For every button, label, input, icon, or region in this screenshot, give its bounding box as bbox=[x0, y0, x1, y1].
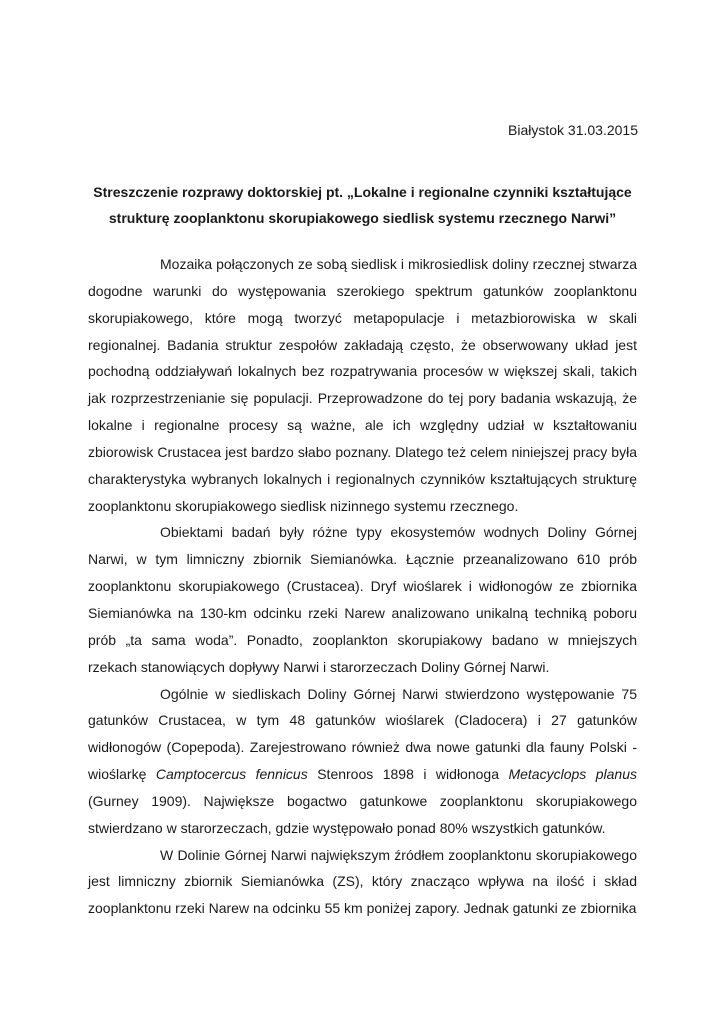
paragraph-3-part-2: Stenroos 1898 i widłonoga bbox=[307, 766, 509, 783]
paragraph-3-part-3: (Gurney 1909). Największe bogactwo gatunkowe zooplanktonu skorupiakowego stwierdzano w starorzeczach, gdzie występowało ponad 80% wszystkich gatunków. bbox=[88, 792, 637, 836]
paragraph-3-part-1: Ogólnie w siedliskach Doliny Górnej Narwi stwierdzono występowanie 75 gatunków Crustacea, w tym 48 gatunków wioślarek (Cladocera) i 27 gatunków widłonogów (Copepoda). Zarejestrowano również dwa nowe gatunki dla fauny Polski - wioślarkę bbox=[88, 685, 637, 783]
species-name-camptocercus: Camptocercus fennicus bbox=[155, 766, 308, 783]
document-body bbox=[88, 251, 637, 922]
paragraph-2: Obiektami badań były różne typy ekosystemów wodnych Doliny Górnej Narwi, w tym limniczny zbiornik Siemianówka. Łącznie przeanalizowano 610 prób zooplanktonu skorupiakowego (Crustacea). Dryf wioślarek i widłonogów ze zbiornika Siemianówka na 130-km odcinku rzeki Narew analizowano unikalną techniką poboru prób „ta sama woda”. Ponadto, zooplankton skorupiakowy badano w mniejszych rzekach stanowiących dopływy Narwi i starorzeczach Doliny Górnej Narwi. bbox=[88, 524, 637, 675]
paragraph-1: Mozaika połączonych ze sobą siedlisk i mikrosiedlisk doliny rzecznej stwarza dogodne warunki do występowania szerokiego spektrum gatunków zooplanktonu skorupiakowego, które mogą tworzyć metapopulacje i metazbiorowiska w skali regionalnej. Badania struktur zespołów zakładają często, że obserwowany układ jest pochodną oddziaływań lokalnych bez rozpatrywania procesów w większej skali, takich jak rozprzestrzenianie się populacji. Przeprowadzone do tej pory badania wskazują, że lokalne i regionalne procesy są ważne, ale ich względny udział w kształtowaniu zbiorowisk Crustacea jest bardzo słabo poznany. Dlatego też celem niniejszej pracy była charakterystyka wybranych lokalnych i regionalnych czynników kształtujących strukturę zooplanktonu skorupiakowego siedlisk nizinnego systemu rzecznego. bbox=[88, 256, 637, 514]
place-and-date: Białystok 31.03.2015 bbox=[508, 122, 638, 138]
paragraph-3 bbox=[88, 681, 637, 842]
species-name-metacyclops: Metacyclops planus bbox=[508, 766, 638, 783]
document-title: Streszczenie rozprawy doktorskiej pt. „Lokalne i regionalne czynniki kształtujące strukturę zooplanktonu skorupiakowego siedlisk systemu rzecznego Narwi” bbox=[93, 184, 632, 226]
paragraph-4: W Dolinie Górnej Narwi największym źródłem zooplanktonu skorupiakowego jest limniczny zbiornik Siemianówka (ZS), który znacząco wpływa na ilość i skład zooplanktonu rzeki Narew na odcinku 55 km poniżej zapory. Jednak gatunki ze zbiornika bbox=[88, 846, 637, 917]
